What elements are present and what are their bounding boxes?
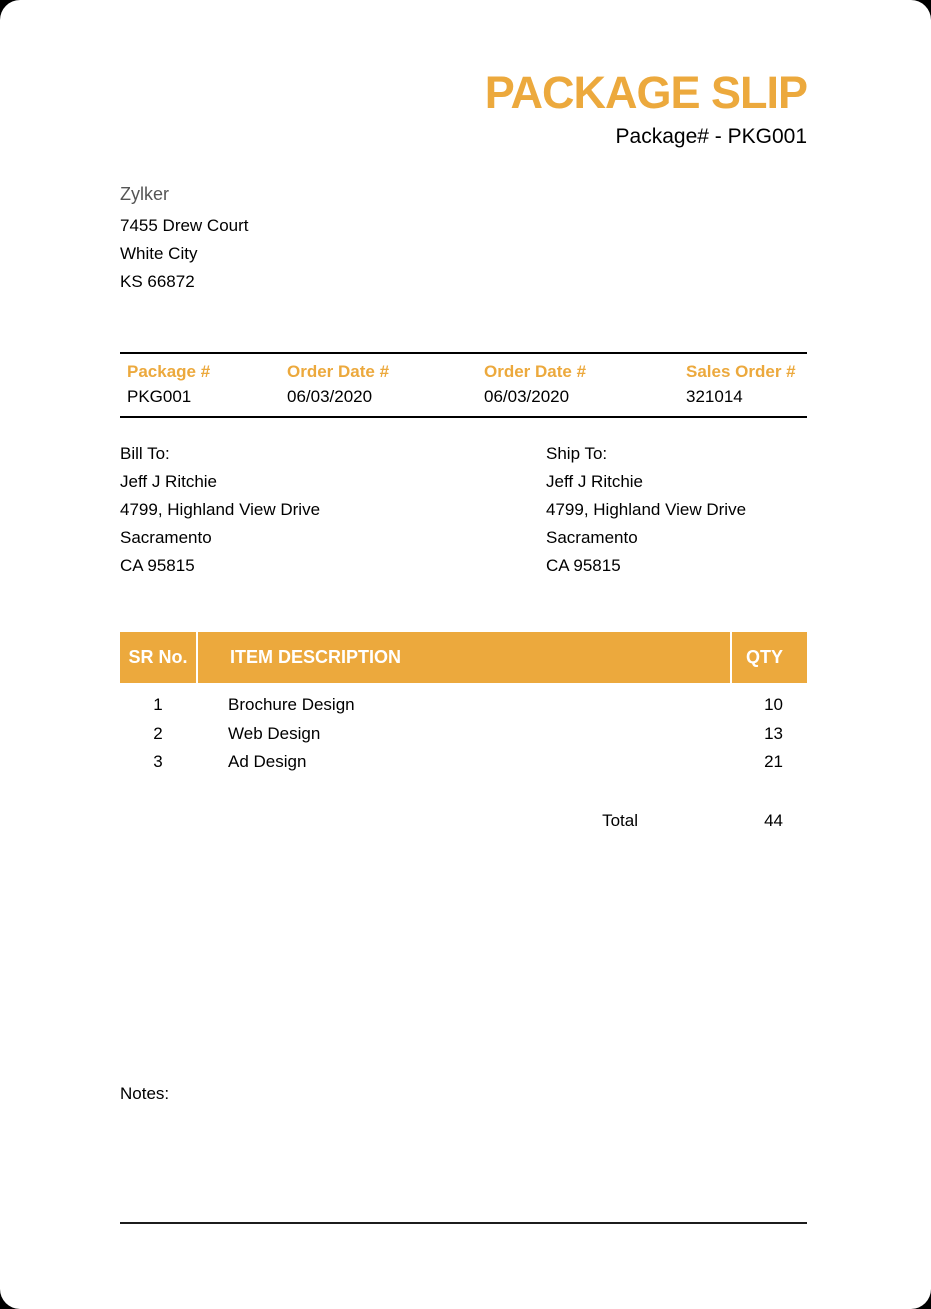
item-qty: 10 bbox=[764, 695, 783, 714]
company-address-line: 7455 Drew Court bbox=[120, 216, 249, 235]
item-sr-no: 3 bbox=[153, 752, 163, 771]
seller-address-block bbox=[120, 180, 807, 296]
addresses-section bbox=[120, 440, 807, 580]
ship-to-block bbox=[546, 440, 807, 580]
package-info-header-order-date-1: Order Date # bbox=[287, 362, 390, 381]
ship-to-label: Ship To: bbox=[546, 444, 608, 463]
notes-section bbox=[120, 1084, 807, 1104]
item-sr-no: 1 bbox=[153, 695, 163, 714]
package-info-value-order-date-1: 06/03/2020 bbox=[287, 387, 373, 406]
package-info-header-sales-order: Sales Order # bbox=[686, 362, 796, 381]
total-spacer bbox=[120, 807, 196, 835]
table-row bbox=[120, 720, 807, 749]
item-qty: 13 bbox=[764, 723, 783, 743]
ship-to-line: Jeff J Ritchie bbox=[546, 472, 644, 491]
items-header-qty: QTY bbox=[745, 647, 783, 667]
bill-to-line: Sacramento bbox=[120, 528, 212, 547]
table-row bbox=[120, 691, 807, 720]
bill-to-block bbox=[120, 440, 546, 580]
package-info-value-sales-order: 321014 bbox=[686, 387, 743, 406]
bill-to-label: Bill To: bbox=[120, 444, 170, 463]
table-row bbox=[120, 748, 807, 777]
items-header-description: ITEM DESCRIPTION bbox=[196, 632, 732, 683]
total-row bbox=[120, 807, 807, 835]
item-description: Brochure Design bbox=[228, 695, 355, 714]
items-table-header bbox=[120, 632, 807, 683]
total-label: Total bbox=[602, 810, 638, 830]
bill-to-line: CA 95815 bbox=[120, 556, 195, 575]
package-number: Package# - PKG001 bbox=[615, 125, 807, 148]
items-header-sr-no: SR No. bbox=[128, 647, 188, 667]
company-address-line: White City bbox=[120, 244, 198, 263]
footer-divider bbox=[120, 1222, 807, 1224]
item-sr-no: 2 bbox=[153, 723, 163, 743]
notes-label: Notes: bbox=[120, 1084, 170, 1103]
bill-to-line: Jeff J Ritchie bbox=[120, 472, 218, 491]
package-info-value-order-date-2: 06/03/2020 bbox=[484, 387, 570, 406]
package-info-header-package: Package # bbox=[127, 362, 211, 381]
package-info-header-order-date-2: Order Date # bbox=[484, 362, 587, 381]
ship-to-line: CA 95815 bbox=[546, 556, 621, 575]
item-description: Web Design bbox=[228, 723, 321, 743]
items-table-body bbox=[120, 683, 807, 835]
item-qty: 21 bbox=[764, 752, 783, 771]
total-qty: 44 bbox=[764, 810, 783, 830]
ship-to-line: Sacramento bbox=[546, 528, 638, 547]
ship-to-line: 4799, Highland View Drive bbox=[546, 500, 747, 519]
package-info-header-row bbox=[120, 353, 807, 384]
bill-to-line: 4799, Highland View Drive bbox=[120, 500, 321, 519]
document-header bbox=[120, 67, 807, 149]
package-info-value-row bbox=[120, 384, 807, 417]
items-table bbox=[120, 632, 807, 835]
document-title: PACKAGE SLIP bbox=[484, 67, 807, 118]
item-description: Ad Design bbox=[228, 752, 307, 771]
company-name: Zylker bbox=[120, 184, 169, 204]
package-info-value-package: PKG001 bbox=[127, 387, 192, 406]
package-info-table bbox=[120, 352, 807, 418]
company-address-line: KS 66872 bbox=[120, 272, 195, 291]
